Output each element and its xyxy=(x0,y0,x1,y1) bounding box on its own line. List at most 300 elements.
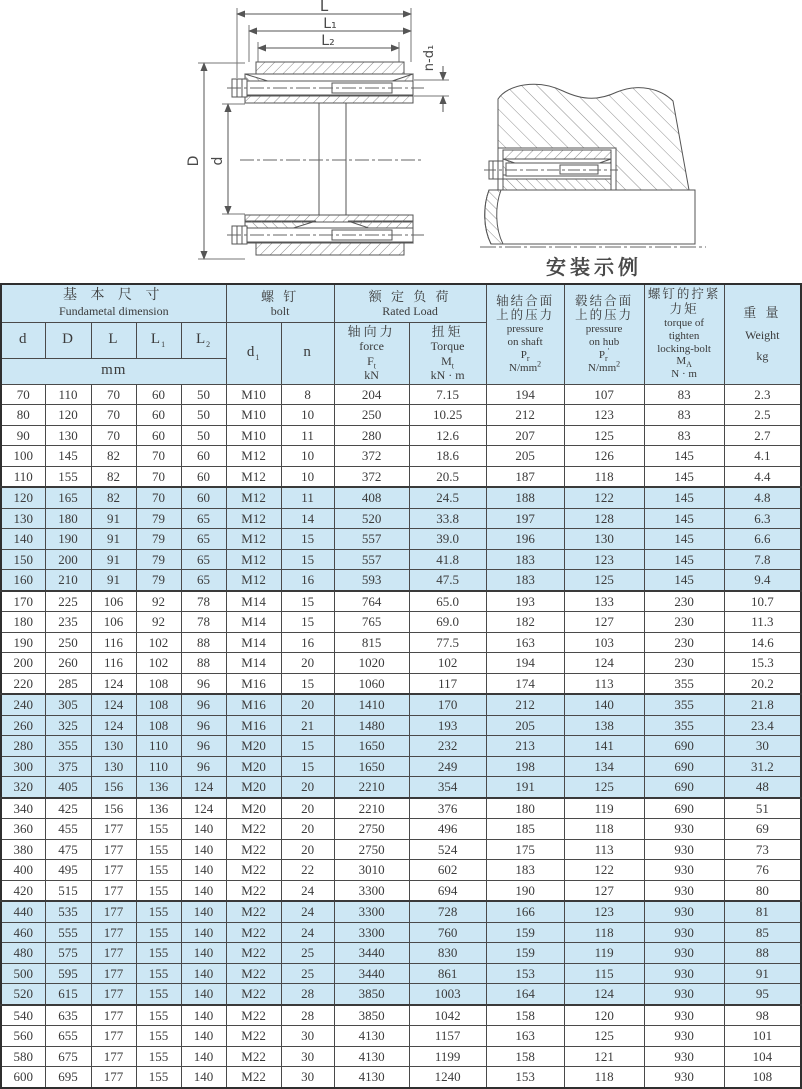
header-col-L1 xyxy=(136,322,181,358)
table-cell: 460 xyxy=(1,922,45,943)
table-cell: M14 xyxy=(226,653,281,674)
table-cell: 187 xyxy=(486,466,564,487)
table-cell: 65 xyxy=(181,508,226,529)
table-cell: 110 xyxy=(136,756,181,777)
device-outer-ring xyxy=(503,150,611,159)
table-cell: 930 xyxy=(644,1005,724,1026)
table-cell: 80 xyxy=(1,405,45,426)
table-cell: 30 xyxy=(724,736,801,757)
header-line: on shaft xyxy=(507,336,543,349)
label-L: L xyxy=(319,0,329,15)
table-cell: M20 xyxy=(226,736,281,757)
table-cell: M12 xyxy=(226,446,281,467)
table-cell: 212 xyxy=(486,405,564,426)
table-cell: 24 xyxy=(281,922,334,943)
table-cell: 4130 xyxy=(334,1026,409,1047)
table-cell: 123 xyxy=(564,901,644,922)
table-cell: 108 xyxy=(136,673,181,694)
table-cell: 500 xyxy=(1,963,45,984)
table-cell: 372 xyxy=(334,446,409,467)
header-line: bolt xyxy=(270,303,290,318)
header-line: kN xyxy=(364,367,379,382)
table-cell: 177 xyxy=(91,984,136,1005)
table-cell: 212 xyxy=(486,694,564,715)
table-cell: 60 xyxy=(136,405,181,426)
table-cell: M12 xyxy=(226,466,281,487)
table-cell: M22 xyxy=(226,860,281,881)
table-cell: 1003 xyxy=(409,984,486,1005)
table-cell: 213 xyxy=(486,736,564,757)
header-line: 毂结合面 xyxy=(575,293,634,308)
table-cell: 930 xyxy=(644,839,724,860)
table-cell: 177 xyxy=(91,901,136,922)
table-cell: 355 xyxy=(644,715,724,736)
table-cell: 124 xyxy=(91,694,136,715)
header-line: pressure xyxy=(506,323,544,336)
table-row xyxy=(1,943,801,964)
table-cell: 196 xyxy=(486,529,564,550)
table-cell: 280 xyxy=(334,425,409,446)
table-cell: 163 xyxy=(486,1026,564,1047)
table-cell: 575 xyxy=(45,943,91,964)
table-cell: 15 xyxy=(281,549,334,570)
table-cell: 655 xyxy=(45,1026,91,1047)
label-L1: L₁ xyxy=(323,16,337,32)
table-cell: 20 xyxy=(281,819,334,840)
table-cell: 15 xyxy=(281,612,334,633)
table-cell: 145 xyxy=(644,529,724,550)
header-line: N · m xyxy=(671,368,697,381)
table-cell: 495 xyxy=(45,860,91,881)
table-row xyxy=(1,446,801,467)
table-cell: 50 xyxy=(181,405,226,426)
table-cell: 125 xyxy=(564,570,644,591)
table-cell: 140 xyxy=(181,839,226,860)
table-cell: 2750 xyxy=(334,839,409,860)
table-cell: 183 xyxy=(486,570,564,591)
table-cell: 78 xyxy=(181,591,226,612)
table-cell: 104 xyxy=(724,1046,801,1067)
table-cell: 690 xyxy=(644,736,724,757)
table-cell: 520 xyxy=(1,984,45,1005)
table-cell: 520 xyxy=(334,508,409,529)
table-cell: 108 xyxy=(136,715,181,736)
table-cell: M12 xyxy=(226,487,281,508)
table-cell: 79 xyxy=(136,570,181,591)
table-cell: 230 xyxy=(644,612,724,633)
header-line: 额 定 负 荷 xyxy=(368,288,452,304)
table-cell: 65.0 xyxy=(409,591,486,612)
table-header xyxy=(1,284,801,384)
table-cell: 153 xyxy=(486,1067,564,1088)
header-line: $N/mm^2$ xyxy=(509,359,542,374)
table-cell: 580 xyxy=(1,1046,45,1067)
table-row xyxy=(1,487,801,508)
table-cell: 930 xyxy=(644,1046,724,1067)
table-cell: 455 xyxy=(45,819,91,840)
header-line: 轴结合面 xyxy=(496,293,555,308)
table-cell: 420 xyxy=(1,880,45,901)
table-cell: 210 xyxy=(45,570,91,591)
table-cell: 124 xyxy=(564,653,644,674)
table-cell: 177 xyxy=(91,839,136,860)
table-cell: 930 xyxy=(644,1067,724,1088)
table-cell: 177 xyxy=(91,943,136,964)
table-cell: 765 xyxy=(334,612,409,633)
table-cell: 155 xyxy=(136,963,181,984)
outer-ring-bottom xyxy=(256,243,404,255)
table-row xyxy=(1,653,801,674)
table-cell: 8 xyxy=(281,384,334,405)
table-cell: 1240 xyxy=(409,1067,486,1088)
table-cell: 7.15 xyxy=(409,384,486,405)
table-cell: M22 xyxy=(226,1046,281,1067)
table-cell: 815 xyxy=(334,632,409,653)
table-cell: 764 xyxy=(334,591,409,612)
table-cell: 41.8 xyxy=(409,549,486,570)
table-cell: 82 xyxy=(91,466,136,487)
table-cell: 122 xyxy=(564,860,644,881)
table-cell: 930 xyxy=(644,922,724,943)
table-cell: 155 xyxy=(136,901,181,922)
table-cell: 194 xyxy=(486,384,564,405)
table-cell: 165 xyxy=(45,487,91,508)
table-cell: 175 xyxy=(486,839,564,860)
table-cell: 180 xyxy=(486,798,564,819)
table-cell: 106 xyxy=(91,612,136,633)
table-cell: 690 xyxy=(644,798,724,819)
table-cell: 10.25 xyxy=(409,405,486,426)
table-cell: 130 xyxy=(1,508,45,529)
table-cell: 79 xyxy=(136,529,181,550)
header-col-D xyxy=(45,322,91,358)
table-cell: 123 xyxy=(564,405,644,426)
table-cell: 177 xyxy=(91,819,136,840)
header-line: tighten xyxy=(668,329,700,342)
table-cell: 106 xyxy=(91,591,136,612)
table-cell: 4.8 xyxy=(724,487,801,508)
header-col-n xyxy=(281,322,334,384)
table-cell: M22 xyxy=(226,1067,281,1088)
table-cell: 83 xyxy=(644,384,724,405)
table-cell: 155 xyxy=(136,1067,181,1088)
table-row xyxy=(1,591,801,612)
table-cell: M22 xyxy=(226,880,281,901)
table-cell: 30 xyxy=(281,1026,334,1047)
table-cell: 145 xyxy=(644,487,724,508)
table-row xyxy=(1,632,801,653)
table-cell: 16 xyxy=(281,632,334,653)
table-cell: 190 xyxy=(1,632,45,653)
header-line: 力矩 xyxy=(669,301,699,316)
table-cell: 33.8 xyxy=(409,508,486,529)
table-cell: 11 xyxy=(281,425,334,446)
table-cell: 133 xyxy=(564,591,644,612)
table-cell: 166 xyxy=(486,901,564,922)
header-line: 基 本 尺 寸 xyxy=(63,287,165,303)
table-cell: 107 xyxy=(564,384,644,405)
table-cell: 250 xyxy=(334,405,409,426)
table-cell: 170 xyxy=(1,591,45,612)
inner-sleeve-top xyxy=(245,96,413,103)
label-n-d1: n-d₁ xyxy=(422,44,437,72)
table-cell: 3010 xyxy=(334,860,409,881)
table-cell: 138 xyxy=(564,715,644,736)
table-cell: 1199 xyxy=(409,1046,486,1067)
table-cell: 125 xyxy=(564,1026,644,1047)
table-cell: 205 xyxy=(486,715,564,736)
table-cell: 10 xyxy=(281,405,334,426)
table-cell: 51 xyxy=(724,798,801,819)
table-cell: 185 xyxy=(486,819,564,840)
table-cell: 120 xyxy=(564,1005,644,1026)
header-line: force xyxy=(359,339,384,354)
table-cell: 197 xyxy=(486,508,564,529)
table-cell: 155 xyxy=(136,880,181,901)
table-cell: 30 xyxy=(281,1046,334,1067)
header-weight xyxy=(724,284,801,384)
table-cell: 11.3 xyxy=(724,612,801,633)
table-cell: 70 xyxy=(136,446,181,467)
table-cell: 100 xyxy=(1,446,45,467)
table-cell: M14 xyxy=(226,612,281,633)
table-cell: 220 xyxy=(1,673,45,694)
table-cell: 340 xyxy=(1,798,45,819)
table-cell: 31.2 xyxy=(724,756,801,777)
table-cell: 108 xyxy=(136,694,181,715)
table-cell: 11 xyxy=(281,487,334,508)
table-row xyxy=(1,736,801,757)
table-cell: 4130 xyxy=(334,1046,409,1067)
table-cell: 140 xyxy=(181,963,226,984)
table-cell: 140 xyxy=(181,819,226,840)
table-cell: 177 xyxy=(91,963,136,984)
table-cell: 240 xyxy=(1,694,45,715)
table-cell: 10 xyxy=(281,446,334,467)
table-cell: 163 xyxy=(486,632,564,653)
table-cell: 4130 xyxy=(334,1067,409,1088)
table-cell: 557 xyxy=(334,549,409,570)
header-unit-mm xyxy=(1,358,226,384)
table-cell: 861 xyxy=(409,963,486,984)
header-line: $P_r$ xyxy=(520,349,530,364)
header-col-L xyxy=(91,322,136,358)
table-cell: 207 xyxy=(486,425,564,446)
table-cell: 96 xyxy=(181,736,226,757)
header-line: on hub xyxy=(588,336,620,349)
header-line: 螺 钉 xyxy=(260,288,300,304)
table-cell: 177 xyxy=(91,1026,136,1047)
table-cell: 120 xyxy=(1,487,45,508)
table-cell: 602 xyxy=(409,860,486,881)
table-cell: 18.6 xyxy=(409,446,486,467)
table-cell: 73 xyxy=(724,839,801,860)
table-cell: 124 xyxy=(91,673,136,694)
table-cell: 555 xyxy=(45,922,91,943)
table-cell: 355 xyxy=(644,673,724,694)
table-cell: 4.4 xyxy=(724,466,801,487)
table-cell: 560 xyxy=(1,1026,45,1047)
table-cell: M16 xyxy=(226,694,281,715)
table-cell: 728 xyxy=(409,901,486,922)
table-cell: 145 xyxy=(644,508,724,529)
table-cell: 128 xyxy=(564,508,644,529)
header-line: d xyxy=(19,331,28,348)
table-cell: 118 xyxy=(564,466,644,487)
table-cell: 2.5 xyxy=(724,405,801,426)
table-cell: 930 xyxy=(644,943,724,964)
table-cell: 177 xyxy=(91,922,136,943)
table-cell: 235 xyxy=(45,612,91,633)
table-cell: 80 xyxy=(724,880,801,901)
header-line: $P_r'$ xyxy=(598,346,610,364)
header-bolt xyxy=(226,284,334,322)
table-cell: 156 xyxy=(91,798,136,819)
table-cell: 595 xyxy=(45,963,91,984)
table-cell: 127 xyxy=(564,612,644,633)
header-line: Torque xyxy=(430,339,465,354)
table-cell: 20 xyxy=(281,798,334,819)
table-cell: 930 xyxy=(644,963,724,984)
header-fundamental-dimension xyxy=(1,284,226,322)
table-cell: 177 xyxy=(91,1046,136,1067)
table-cell: 1157 xyxy=(409,1026,486,1047)
header-line: 重 量 xyxy=(743,305,782,321)
table-cell: 145 xyxy=(644,466,724,487)
table-cell: 50 xyxy=(181,384,226,405)
table-cell: 425 xyxy=(45,798,91,819)
table-cell: 183 xyxy=(486,549,564,570)
table-cell: 70 xyxy=(91,405,136,426)
table-cell: 116 xyxy=(91,632,136,653)
table-cell: 140 xyxy=(181,1046,226,1067)
table-cell: 230 xyxy=(644,632,724,653)
header-line: $M_t$ xyxy=(441,353,455,370)
table-cell: 930 xyxy=(644,860,724,881)
table-cell: 155 xyxy=(136,984,181,1005)
table-row xyxy=(1,1005,801,1026)
table-cell: M10 xyxy=(226,384,281,405)
table-cell: 3300 xyxy=(334,922,409,943)
table-cell: 3300 xyxy=(334,901,409,922)
table-cell: 20 xyxy=(281,653,334,674)
table-cell: 91 xyxy=(91,570,136,591)
table-row xyxy=(1,466,801,487)
table-cell: 6.3 xyxy=(724,508,801,529)
table-cell: 15.3 xyxy=(724,653,801,674)
table-cell: 188 xyxy=(486,487,564,508)
table-cell: 125 xyxy=(564,425,644,446)
table-cell: 127 xyxy=(564,880,644,901)
table-cell: 10.7 xyxy=(724,591,801,612)
table-cell: 130 xyxy=(564,529,644,550)
device-inner-sleeve xyxy=(503,179,611,190)
header-line: 轴向力 xyxy=(347,324,396,340)
table-cell: 136 xyxy=(136,798,181,819)
table-cell: 12.6 xyxy=(409,425,486,446)
table-cell: M22 xyxy=(226,1026,281,1047)
table-cell: 260 xyxy=(1,715,45,736)
shaft xyxy=(485,190,695,244)
table-row xyxy=(1,880,801,901)
table-cell: 15 xyxy=(281,591,334,612)
table-cell: 82 xyxy=(91,446,136,467)
header-line: torque of xyxy=(664,316,705,329)
table-cell: 150 xyxy=(1,549,45,570)
table-cell: M22 xyxy=(226,839,281,860)
table-cell: 140 xyxy=(181,1026,226,1047)
table-cell: 116 xyxy=(91,653,136,674)
table-cell: 830 xyxy=(409,943,486,964)
table-cell: 140 xyxy=(181,943,226,964)
table-cell: 194 xyxy=(486,653,564,674)
table-cell: 88 xyxy=(181,653,226,674)
table-cell: 2750 xyxy=(334,819,409,840)
table-cell: M20 xyxy=(226,798,281,819)
table-cell: 124 xyxy=(181,777,226,798)
table-cell: 125 xyxy=(564,777,644,798)
table-cell: 79 xyxy=(136,508,181,529)
table-cell: 60 xyxy=(181,487,226,508)
table-cell: 155 xyxy=(136,943,181,964)
table-cell: 122 xyxy=(564,487,644,508)
header-line: Weight xyxy=(745,327,780,342)
table-row xyxy=(1,570,801,591)
table-cell: 25 xyxy=(281,963,334,984)
table-cell: M22 xyxy=(226,984,281,1005)
table-cell: 930 xyxy=(644,819,724,840)
header-line: $N/mm^2$ xyxy=(588,359,621,374)
table-cell: 78 xyxy=(181,612,226,633)
table-cell: 140 xyxy=(181,922,226,943)
table-row xyxy=(1,384,801,405)
label-L2: L₂ xyxy=(321,33,335,49)
table-cell: 145 xyxy=(644,446,724,467)
table-cell: 557 xyxy=(334,529,409,550)
header-col-torque xyxy=(409,322,486,384)
table-cell: 694 xyxy=(409,880,486,901)
table-cell: 16 xyxy=(281,570,334,591)
table-cell: M22 xyxy=(226,943,281,964)
table-row xyxy=(1,673,801,694)
table-cell: 60 xyxy=(181,446,226,467)
table-cell: 69.0 xyxy=(409,612,486,633)
table-row xyxy=(1,508,801,529)
table-cell: 360 xyxy=(1,819,45,840)
table-cell: 475 xyxy=(45,839,91,860)
table-cell: M12 xyxy=(226,529,281,550)
table-cell: 24.5 xyxy=(409,487,486,508)
table-cell: 164 xyxy=(486,984,564,1005)
header-line: 上的压力 xyxy=(575,308,634,323)
header-line: 上的压力 xyxy=(496,308,555,323)
header-line: $F_t$ xyxy=(367,353,377,370)
table-cell: 400 xyxy=(1,860,45,881)
caption-installation-example: 安装示例 xyxy=(546,255,642,279)
table-cell: 124 xyxy=(564,984,644,1005)
header-line: D xyxy=(62,331,74,348)
table-cell: 20.5 xyxy=(409,466,486,487)
table-body xyxy=(1,384,801,1088)
table-cell: 60 xyxy=(181,466,226,487)
table-cell: 39.0 xyxy=(409,529,486,550)
table-row xyxy=(1,425,801,446)
table-cell: 119 xyxy=(564,798,644,819)
table-cell: 200 xyxy=(1,653,45,674)
table-cell: 593 xyxy=(334,570,409,591)
table-cell: 91 xyxy=(91,508,136,529)
table-cell: 123 xyxy=(564,549,644,570)
